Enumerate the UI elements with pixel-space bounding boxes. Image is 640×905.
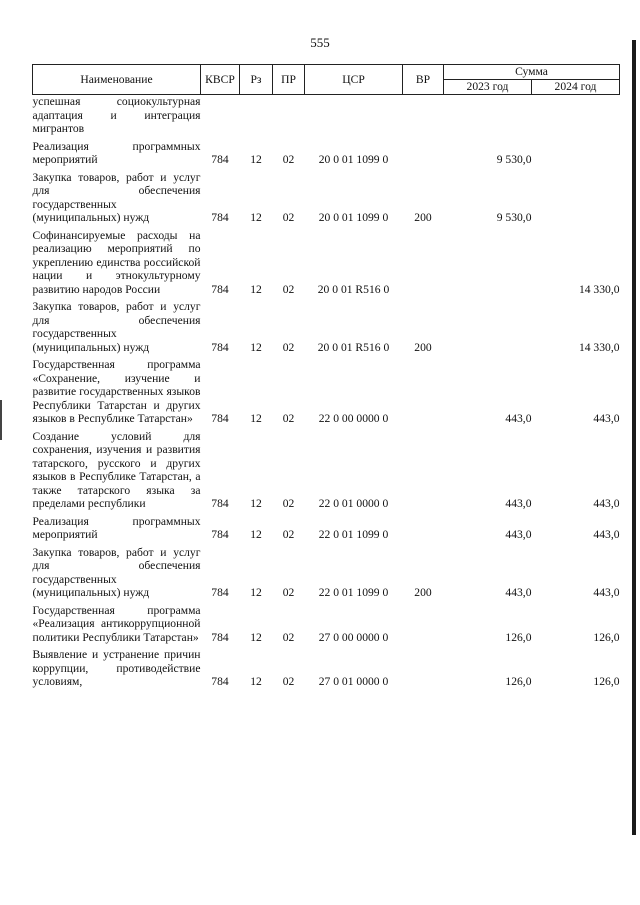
table-row: [33, 354, 620, 426]
cell-kvsr: 784: [211, 586, 229, 599]
cell-csr: 22 0 01 1099 0: [318, 586, 389, 599]
cell-amount-2024: 126,0: [593, 675, 620, 688]
cell-amount-2023: 443,0: [505, 412, 532, 425]
header-year-2023: 2023 год: [444, 80, 532, 95]
cell-amount-2024: 443,0: [593, 497, 620, 510]
cell-pr: [273, 95, 305, 136]
table-body: [33, 95, 620, 689]
cell-name: Закупка товаров, работ и услуг для обеспечения государственных (муниципальных) нужд: [32, 545, 201, 599]
cell-kvsr: 784: [211, 528, 229, 541]
table-row: [33, 225, 620, 297]
cell-csr: 27 0 01 0000 0: [318, 675, 389, 688]
table-row: [33, 600, 620, 645]
cell-rz: 12: [250, 675, 262, 688]
cell-csr: 22 0 01 1099 0: [318, 528, 389, 541]
table-row: [33, 542, 620, 600]
cell-pr: 02: [282, 586, 295, 599]
cell-pr: 02: [282, 497, 295, 510]
header-sum: Сумма: [444, 65, 620, 80]
cell-name: Государственная программа «Реализация антикоррупционной политики Республики Татарстан»: [32, 603, 201, 644]
cell-kvsr: 784: [211, 282, 229, 296]
cell-kvsr: 784: [211, 211, 229, 224]
cell-pr: 02: [282, 211, 295, 224]
cell-vr: [403, 600, 444, 645]
header-rz: Рз: [240, 65, 273, 95]
cell-amount-2024: 14 330,0: [578, 282, 620, 296]
cell-rz: [240, 95, 273, 136]
cell-kvsr: [201, 95, 240, 136]
cell-pr: 02: [282, 153, 295, 166]
cell-kvsr: 784: [211, 497, 229, 510]
cell-amount-2024: 126,0: [593, 630, 620, 644]
cell-rz: 12: [250, 153, 262, 166]
header-csr: ЦСР: [305, 65, 403, 95]
cell-csr: [305, 95, 403, 136]
cell-amount-2023: 443,0: [505, 528, 532, 541]
cell-kvsr: 784: [211, 675, 229, 688]
table-row: [33, 136, 620, 167]
cell-pr: 02: [282, 630, 295, 644]
table-row: [33, 167, 620, 225]
cell-amount-2024: [532, 167, 620, 225]
cell-amount-2023: [444, 95, 532, 136]
cell-kvsr: 784: [211, 340, 229, 354]
budget-table: [32, 64, 620, 689]
cell-amount-2024: 443,0: [593, 586, 620, 599]
cell-csr: 20 0 01 1099 0: [318, 211, 389, 224]
header-vr: ВР: [403, 65, 444, 95]
cell-name: Создание условий для сохранения, изучения и развития татарского, русского и других языков в Республике Татарстан, а также татарского языка за пределами республики: [32, 429, 201, 510]
cell-amount-2023: 443,0: [505, 497, 532, 510]
cell-rz: 12: [250, 528, 262, 541]
cell-name: Государственная программа «Сохранение, изучение и развитие государственных языков Республики Татарстан и других языков в Республике Татарстан»: [32, 358, 201, 425]
cell-amount-2023: [444, 296, 532, 354]
cell-vr: 200: [414, 340, 432, 354]
cell-rz: 12: [250, 211, 262, 224]
cell-rz: 12: [250, 340, 262, 354]
cell-amount-2024: 443,0: [593, 412, 620, 425]
cell-pr: 02: [282, 528, 295, 541]
cell-rz: 12: [250, 282, 262, 296]
cell-rz: 12: [250, 497, 262, 510]
table-row: [33, 95, 620, 136]
cell-name: Реализация программных мероприятий: [32, 139, 201, 166]
table-row: [33, 426, 620, 511]
cell-csr: 20 0 01 R516 0: [317, 282, 390, 296]
cell-csr: 27 0 00 0000 0: [318, 630, 389, 644]
cell-rz: 12: [250, 412, 262, 425]
cell-vr: 200: [414, 211, 432, 224]
cell-name: Софинансируемые расходы на реализацию мероприятий по укреплению единства российской нации и этнокультурному развитию народов России: [32, 228, 201, 296]
cell-csr: 22 0 01 0000 0: [318, 497, 389, 510]
cell-csr: 22 0 00 0000 0: [318, 412, 389, 425]
cell-pr: 02: [282, 675, 295, 688]
cell-csr: 20 0 01 1099 0: [318, 153, 389, 166]
cell-amount-2024: 14 330,0: [578, 340, 620, 354]
cell-name: Выявление и устранение причин коррупции, противодействие условиям,: [32, 648, 201, 688]
cell-kvsr: 784: [211, 153, 229, 166]
cell-amount-2023: [444, 225, 532, 297]
cell-amount-2023: 9 530,0: [496, 211, 532, 224]
cell-vr: [403, 95, 444, 136]
cell-vr: [403, 354, 444, 426]
cell-pr: 02: [282, 412, 295, 425]
cell-amount-2024: [532, 136, 620, 167]
table-row: [33, 644, 620, 689]
header-pr: ПР: [273, 65, 305, 95]
cell-vr: [403, 225, 444, 297]
page-number: 555: [310, 35, 330, 50]
cell-name: успешная социокультурная адаптация и интеграция мигрантов: [32, 95, 201, 135]
table-row: [33, 511, 620, 542]
cell-rz: 12: [250, 630, 262, 644]
cell-kvsr: 784: [211, 412, 229, 425]
cell-amount-2023: 443,0: [505, 586, 532, 599]
cell-name: Закупка товаров, работ и услуг для обеспечения государственных (муниципальных) нужд: [32, 170, 201, 224]
cell-pr: 02: [282, 340, 295, 354]
cell-vr: [403, 136, 444, 167]
cell-name: Закупка товаров, работ и услуг для обеспечения государственных (муниципальных) нужд: [32, 300, 201, 354]
cell-rz: 12: [250, 586, 262, 599]
header-name: Наименование: [33, 65, 201, 95]
header-year-2024: 2024 год: [532, 80, 620, 95]
scan-margin-mark: [0, 400, 2, 440]
cell-name: Реализация программных мероприятий: [32, 514, 201, 541]
cell-pr: 02: [282, 282, 295, 296]
table-header: [33, 65, 620, 95]
cell-vr: [403, 426, 444, 511]
cell-amount-2023: 126,0: [505, 675, 532, 688]
cell-amount-2023: 9 530,0: [496, 153, 532, 166]
cell-csr: 20 0 01 R516 0: [317, 340, 390, 354]
cell-vr: [403, 644, 444, 689]
table-row: [33, 296, 620, 354]
cell-amount-2024: 443,0: [593, 528, 620, 541]
cell-amount-2023: 126,0: [505, 630, 532, 644]
cell-kvsr: 784: [211, 630, 229, 644]
scan-edge-bar: [632, 40, 636, 835]
cell-vr: 200: [414, 586, 432, 599]
cell-vr: [403, 511, 444, 542]
cell-amount-2024: [532, 95, 620, 136]
header-kvsr: КВСР: [201, 65, 240, 95]
